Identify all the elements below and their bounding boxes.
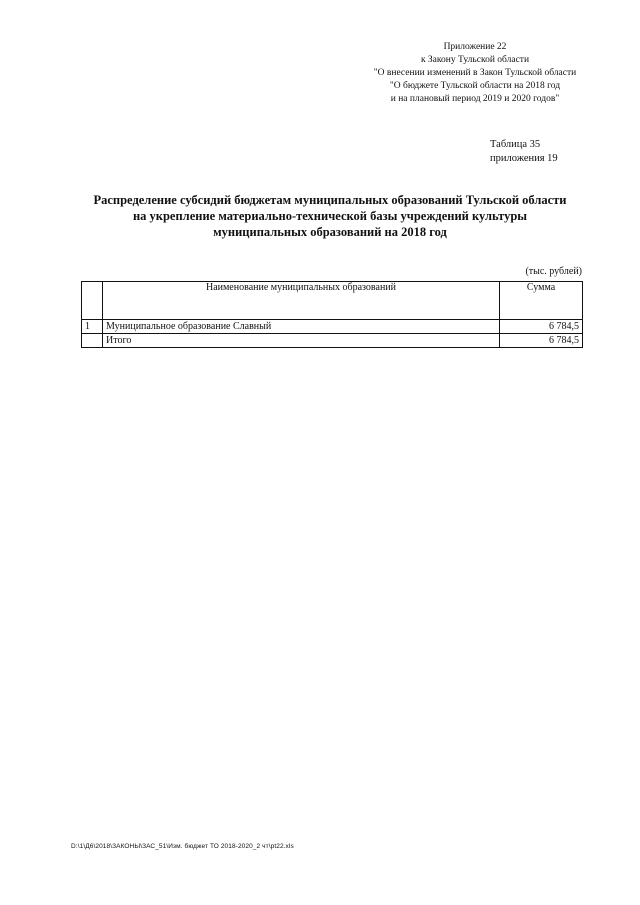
table-header-row — [82, 282, 583, 320]
annex-line: "О внесении изменений в Закон Тульской области — [373, 68, 577, 78]
table-row-total — [82, 334, 583, 348]
row-name: Муниципальное образование Славный — [103, 320, 500, 334]
title-line: Распределение субсидий бюджетам муниципальных образований Тульской области — [93, 193, 567, 207]
annex-line: и на плановый период 2019 и 2020 годов" — [390, 94, 560, 104]
file-path-footer: D:\1\Д6\2018\ЗАКОНЫ\ЗАС_51\Изм. бюджет ТО 2018-2020_2 чт\pt22.xls — [71, 843, 294, 850]
table-ref-line: Таблица 35 — [490, 139, 541, 150]
annex-line: Приложение 22 — [443, 42, 507, 52]
table-ref-line: приложения 19 — [490, 153, 558, 164]
row-number: 1 — [82, 320, 103, 334]
annex-reference — [340, 41, 610, 106]
document-title — [60, 192, 600, 240]
subsidy-table — [81, 281, 583, 348]
title-line: муниципальных образований на 2018 год — [213, 225, 447, 239]
unit-label: (тыс. рублей) — [525, 266, 582, 277]
table-reference — [490, 138, 558, 166]
header-name: Наименование муниципальных образований — [103, 282, 500, 320]
row-sum: 6 784,5 — [500, 320, 583, 334]
table-row — [82, 320, 583, 334]
row-number — [82, 334, 103, 348]
row-sum: 6 784,5 — [500, 334, 583, 348]
annex-line: "О бюджете Тульской области на 2018 год — [389, 81, 561, 91]
header-number — [82, 282, 103, 320]
row-name: Итого — [103, 334, 500, 348]
title-line: на укрепление материально-технической базы учреждений культуры — [132, 209, 528, 223]
header-sum: Сумма — [500, 282, 583, 320]
annex-line: к Закону Тульской области — [420, 55, 530, 65]
